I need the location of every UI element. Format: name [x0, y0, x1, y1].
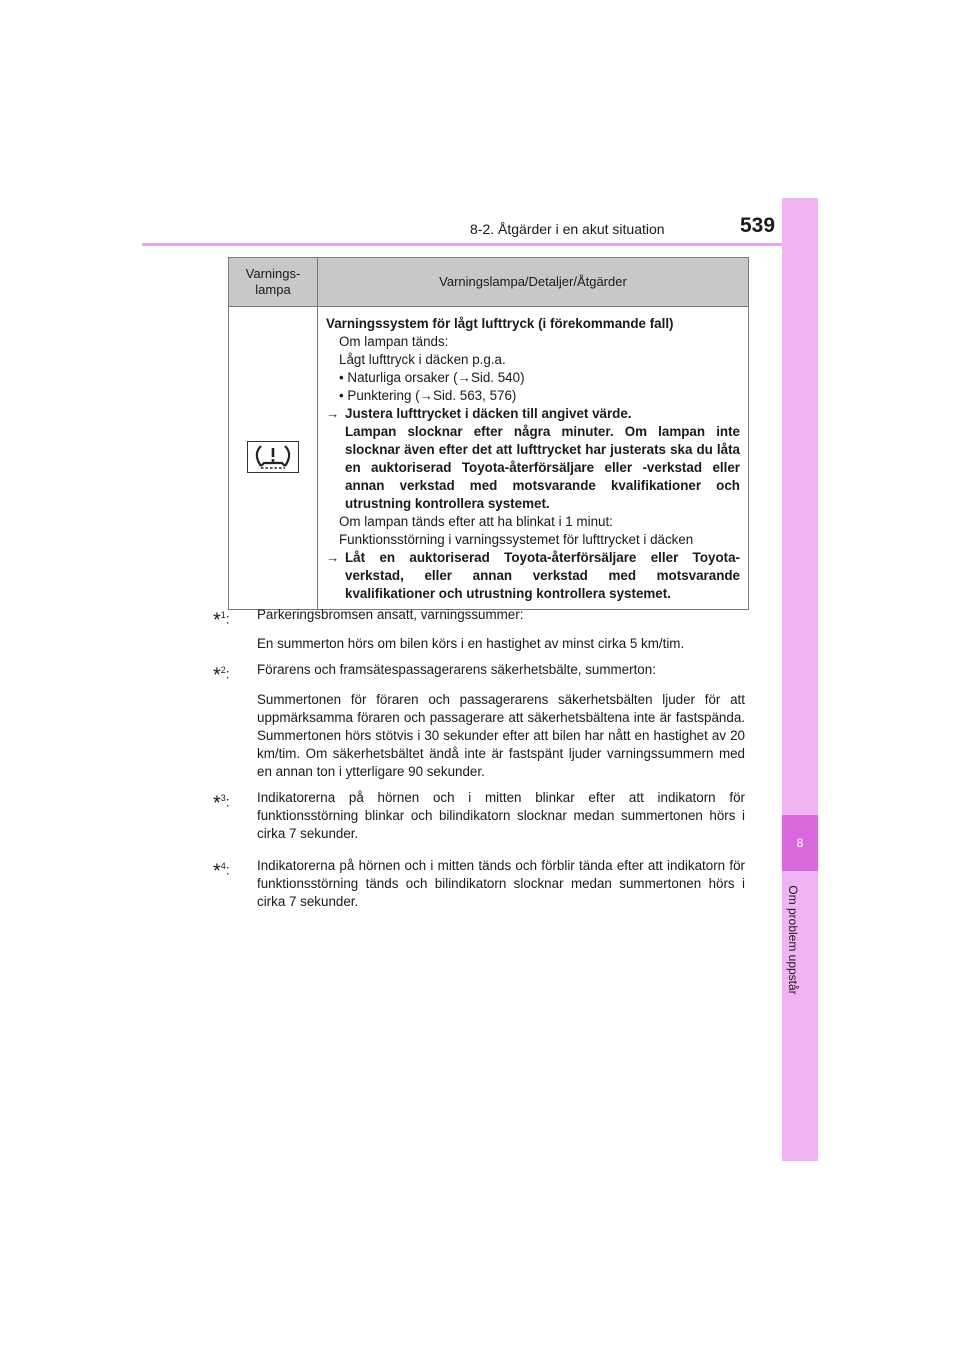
footnote-number: 4 — [220, 860, 226, 871]
tire-pressure-warning-icon — [247, 441, 299, 473]
page-number: 539 — [740, 214, 776, 237]
footnote-1: *$^1$: Parkeringsbromsen ansatt, varningssummer: — [213, 606, 745, 629]
condition-2: Om lampan tänds efter att ha blinkat i 1 minut: — [339, 514, 613, 529]
footnote-title: Indikatorerna på hörnen och i mitten blinkar efter att indikatorn för funktionsstörning blinkar och bilindikatorn slocknar medan summertonen hörs i cirka 7 sekunder. — [257, 789, 745, 841]
action-1 — [326, 405, 740, 423]
chapter-number: 8 — [782, 815, 818, 871]
footnote-2: *$^2$: Förarens och framsätespassagerarens säkerhetsbälte, summerton: — [213, 661, 745, 684]
footnote-title: Förarens och framsätespassagerarens säkerhetsbälte, summerton: — [257, 662, 656, 678]
footnote-number: 3 — [220, 792, 226, 803]
footnote-3: *$^3$: Indikatorerna på hörnen och i mitten blinkar efter att indikatorn för funktionsstörning blinkar och bilindikatorn slocknar medan summertonen hörs i cirka 7 sekunder. — [213, 789, 745, 841]
action-2-text: Låt en auktoriserad Toyota-återförsäljare eller Toyota-verkstad, eller annan verkstad med motsvarande kvalifikationer och utrustning kontrollera systemet. — [345, 550, 740, 601]
action-1-text: Justera lufttrycket i däcken till angivet värde. — [345, 406, 632, 421]
section-title: 8-2. Åtgärder i en akut situation — [470, 221, 665, 237]
footnote-4: *$^4$: Indikatorerna på hörnen och i mitten tänds och förblir tända efter att indikatorn för funktionsstörning tänds och bilindikatorn slocknar medan summertonen hörs i cirka 7 sekunder. — [213, 857, 745, 909]
footnote-title: Indikatorerna på hörnen och i mitten tänds och förblir tända efter att indikatorn för funktionsstörning tänds och bilindikatorn slocknar medan summertonen hörs i cirka 7 sekunder. — [257, 857, 745, 909]
arrow-icon: → — [326, 550, 340, 565]
footnote-detail: Summertonen för föraren och passagerarens säkerhetsbälten ljuder för att uppmärksamma föraren och passagerare att säkerhetsbältena inte är fastspända. Summertonen hörs stötvis i 30 sekunder efter att bilen har nått en hastighet av 20 km/tim. Om säkerhetsbältet ändå inte är fastspänt ljuder varningssummern med en annan ton i ytterligare 90 sekunder. — [257, 691, 745, 779]
table-row — [229, 307, 749, 610]
column-header-lamp: Varnings- lampa — [229, 258, 318, 307]
action-1-detail: Lampan slocknar efter några minuter. Om lampan inte slocknar även efter det att lufttrycket har justerats ska du låta en auktoriserad Toyota-återförsäljare eller -verkstad eller annan verkstad med motsvarande kvalifikationer och utrustning kontrollera systemet. — [345, 424, 740, 511]
action-2 — [326, 549, 740, 603]
footnotes — [213, 606, 745, 917]
header-rule — [142, 243, 818, 246]
bullet-2: • Punktering (→Sid. 563, 576) — [339, 388, 517, 403]
condition-1-text: Lågt lufttryck i däcken p.g.a. — [339, 352, 506, 367]
footnote-marker: * — [213, 609, 221, 632]
footnote-number: 1 — [220, 610, 226, 620]
side-tab-upper — [782, 198, 818, 815]
bullet-1: • Naturliga orsaker (→Sid. 540) — [339, 370, 525, 385]
footnote-number: 2 — [220, 665, 226, 676]
row-title: Varningssystem för lågt lufttryck (i förekommande fall) — [326, 316, 674, 331]
footnote-marker: * — [213, 664, 221, 687]
lamp-cell — [229, 307, 318, 610]
column-header-details: Varningslampa/Detaljer/Åtgärder — [318, 258, 749, 307]
warning-table — [228, 257, 749, 610]
footnote-marker: * — [213, 792, 221, 815]
footnote-title: Parkeringsbromsen ansatt, varningssummer: — [257, 607, 524, 622]
footnote-detail: En summerton hörs om bilen körs i en hastighet av minst cirka 5 km/tim. — [257, 636, 685, 652]
condition-2-text: Funktionsstörning i varningssystemet för lufttrycket i däcken — [339, 532, 694, 547]
arrow-icon: → — [326, 406, 340, 421]
footnote-marker: * — [213, 860, 221, 883]
chapter-label: Om problem uppstår — [786, 885, 800, 995]
details-cell — [318, 307, 749, 610]
condition-1: Om lampan tänds: — [339, 334, 449, 349]
